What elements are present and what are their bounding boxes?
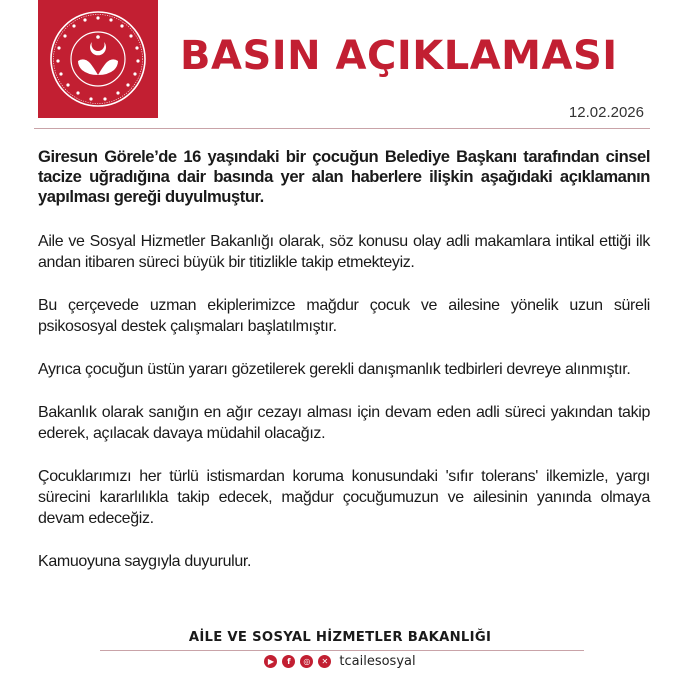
statement-body	[38, 147, 650, 594]
instagram-icon[interactable]: ◎	[300, 655, 313, 668]
ministry-logo	[38, 0, 158, 118]
facebook-icon[interactable]: f	[282, 655, 295, 668]
page-title: BASIN AÇIKLAMASI	[180, 33, 618, 79]
paragraph: Bu çerçevede uzman ekiplerimizce mağdur çocuk ve ailesine yönelik uzun süreli psikososyal destek çalışmaları başlatılmıştır.	[38, 297, 650, 335]
social-handle[interactable]: tcailesosyal	[339, 654, 416, 669]
footer-ministry-name: AİLE VE SOSYAL HİZMETLER BAKANLIĞI	[188, 630, 492, 645]
lead-paragraph: Giresun Görele’de 16 yaşındaki bir çocuğun Belediye Başkanı tarafından cinsel tacize uğradığına dair basında yer alan haberlere ilişkin aşağıdaki açıklamanın yapılması gereği duyulmuştur.	[38, 147, 650, 206]
paragraph: Bakanlık olarak sanığın en ağır cezayı alması için devam eden adli süreci yakından takip ederek, açılacak davaya müdahil olacağız.	[38, 404, 650, 442]
paragraph: Ayrıca çocuğun üstün yararı gözetilerek gerekli danışmanlık tedbirleri devreye alınmıştır.	[38, 361, 631, 378]
ministry-seal-icon	[48, 9, 148, 109]
paragraph: Çocuklarımızı her türlü istismardan koruma konusundaki 'sıfır tolerans' ilkemizle, yargı sürecini kararlılıkla takip edecek, mağdur çocuğumuzun ve ailesinin yanında olmaya devam edeceğiz.	[38, 468, 650, 527]
closing-paragraph: Kamuoyuna saygıyla duyurulur.	[38, 553, 252, 570]
x-icon[interactable]: ✕	[318, 655, 331, 668]
divider	[34, 128, 650, 129]
paragraph: Aile ve Sosyal Hizmetler Bakanlığı olarak, söz konusu olay adli makamlara intikal ettiği ilk andan itibaren süreci büyük bir titizlikle takip etmekteyiz.	[38, 233, 650, 271]
social-links	[0, 654, 680, 669]
date: 12.02.2026	[568, 104, 644, 121]
youtube-icon[interactable]: ▶	[264, 655, 277, 668]
divider	[100, 650, 584, 651]
